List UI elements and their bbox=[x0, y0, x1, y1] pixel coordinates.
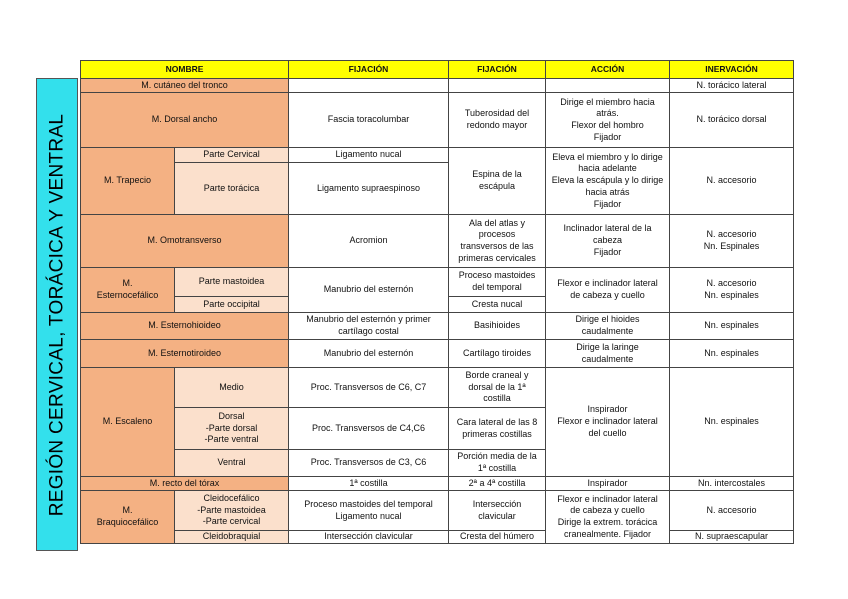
fijacion-1: Proc. Transversos de C3, C6 bbox=[289, 450, 449, 477]
muscle-table bbox=[80, 60, 794, 544]
fijacion-2: Espina de la escápula bbox=[449, 148, 546, 215]
muscle-name: M. Esternocefálico bbox=[81, 268, 175, 313]
muscle-name: M. Omotransverso bbox=[81, 215, 289, 268]
fijacion-1: Manubrio del esternón y primer cartílago costal bbox=[289, 313, 449, 340]
header-inervacion: INERVACIÓN bbox=[670, 61, 794, 79]
table-row bbox=[81, 268, 794, 297]
inervacion: N. accesorio bbox=[670, 148, 794, 215]
inervacion: Nn. espinales bbox=[670, 313, 794, 340]
table-row bbox=[81, 368, 794, 408]
table-row bbox=[81, 79, 794, 93]
accion: Inclinador lateral de la cabeza Fijador bbox=[546, 215, 670, 268]
fijacion-1: Fascia toracolumbar bbox=[289, 93, 449, 148]
table-row bbox=[81, 340, 794, 368]
inervacion: Nn. espinales bbox=[670, 368, 794, 477]
muscle-part: Cleidobraquial bbox=[175, 531, 289, 544]
muscle-name: M. Esternohioideo bbox=[81, 313, 289, 340]
inervacion: N. torácico dorsal bbox=[670, 93, 794, 148]
muscle-name: M. Escaleno bbox=[81, 368, 175, 477]
fijacion-1: Manubrio del esternón bbox=[289, 340, 449, 368]
fijacion-2: Cresta del húmero bbox=[449, 531, 546, 544]
table-row bbox=[81, 491, 794, 531]
fijacion-1: Proceso mastoides del temporal Ligamento nucal bbox=[289, 491, 449, 531]
muscle-part: Parte occipital bbox=[175, 297, 289, 313]
fijacion-1 bbox=[289, 79, 449, 93]
muscle-name: M. Dorsal ancho bbox=[81, 93, 289, 148]
muscle-part: Ventral bbox=[175, 450, 289, 477]
fijacion-2: 2ª a 4ª costilla bbox=[449, 477, 546, 491]
muscle-part: Dorsal -Parte dorsal -Parte ventral bbox=[175, 408, 289, 450]
muscle-part: Parte Cervical bbox=[175, 148, 289, 163]
header-nombre: NOMBRE bbox=[81, 61, 289, 79]
fijacion-1: Manubrio del esternón bbox=[289, 268, 449, 313]
table-row bbox=[81, 313, 794, 340]
muscle-part: Parte torácica bbox=[175, 163, 289, 215]
header-accion: ACCIÓN bbox=[546, 61, 670, 79]
fijacion-2: Ala del atlas y procesos transversos de las primeras cervicales bbox=[449, 215, 546, 268]
accion: Eleva el miembro y lo dirige hacia adelante Eleva la escápula y lo dirige hacia atrás Fijador bbox=[546, 148, 670, 215]
fijacion-2: Intersección clavicular bbox=[449, 491, 546, 531]
fijacion-2: Tuberosidad del redondo mayor bbox=[449, 93, 546, 148]
inervacion: N. accesorio Nn. espinales bbox=[670, 268, 794, 313]
accion: Inspirador Flexor e inclinador lateral del cuello bbox=[546, 368, 670, 477]
muscle-name: M. recto del tórax bbox=[81, 477, 289, 491]
fijacion-2: Basihioides bbox=[449, 313, 546, 340]
muscle-part: Medio bbox=[175, 368, 289, 408]
inervacion: Nn. intercostales bbox=[670, 477, 794, 491]
fijacion-2: Proceso mastoides del temporal bbox=[449, 268, 546, 297]
fijacion-2: Cresta nucal bbox=[449, 297, 546, 313]
accion: Dirige el miembro hacia atrás. Flexor del hombro Fijador bbox=[546, 93, 670, 148]
accion: Dirige el hioides caudalmente bbox=[546, 313, 670, 340]
fijacion-1: Acromion bbox=[289, 215, 449, 268]
table-row bbox=[81, 215, 794, 268]
fijacion-1: 1ª costilla bbox=[289, 477, 449, 491]
fijacion-2: Porción media de la 1ª costilla bbox=[449, 450, 546, 477]
inervacion: Nn. espinales bbox=[670, 340, 794, 368]
fijacion-1: Ligamento nucal bbox=[289, 148, 449, 163]
fijacion-1: Proc. Transversos de C6, C7 bbox=[289, 368, 449, 408]
header-row bbox=[81, 61, 794, 79]
muscle-name: M. Trapecio bbox=[81, 148, 175, 215]
fijacion-1: Proc. Transversos de C4,C6 bbox=[289, 408, 449, 450]
accion: Flexor e inclinador lateral de cabeza y cuello bbox=[546, 268, 670, 313]
muscle-name: M. Braquiocefálico bbox=[81, 491, 175, 544]
fijacion-2 bbox=[449, 79, 546, 93]
muscle-part: Parte mastoidea bbox=[175, 268, 289, 297]
accion: Inspirador bbox=[546, 477, 670, 491]
table-row bbox=[81, 477, 794, 491]
table-row bbox=[81, 531, 794, 544]
inervacion: N. accesorio bbox=[670, 491, 794, 531]
inervacion: N. accesorio Nn. Espinales bbox=[670, 215, 794, 268]
fijacion-2: Borde craneal y dorsal de la 1ª costilla bbox=[449, 368, 546, 408]
header-fijacion-1: FIJACIÓN bbox=[289, 61, 449, 79]
fijacion-1: Ligamento supraespinoso bbox=[289, 163, 449, 215]
muscle-name: M. cutáneo del tronco bbox=[81, 79, 289, 93]
header-fijacion-2: FIJACIÓN bbox=[449, 61, 546, 79]
fijacion-1: Intersección clavicular bbox=[289, 531, 449, 544]
fijacion-2: Cartílago tiroides bbox=[449, 340, 546, 368]
accion: Dirige la laringe caudalmente bbox=[546, 340, 670, 368]
muscle-name: M. Esternotiroideo bbox=[81, 340, 289, 368]
table-row bbox=[81, 93, 794, 148]
region-label-text: REGIÓN CERVICAL, TORÁCICA Y VENTRAL bbox=[46, 113, 67, 516]
region-label bbox=[36, 78, 78, 551]
accion: Flexor e inclinador lateral de cabeza y cuello Dirige la extrem. torácica cranealmente. Fijador bbox=[546, 491, 670, 544]
table-row bbox=[81, 148, 794, 163]
accion bbox=[546, 79, 670, 93]
inervacion: N. torácico lateral bbox=[670, 79, 794, 93]
inervacion: N. supraescapular bbox=[670, 531, 794, 544]
fijacion-2: Cara lateral de las 8 primeras costillas bbox=[449, 408, 546, 450]
muscle-part: Cleidocefálico -Parte mastoidea -Parte cervical bbox=[175, 491, 289, 531]
